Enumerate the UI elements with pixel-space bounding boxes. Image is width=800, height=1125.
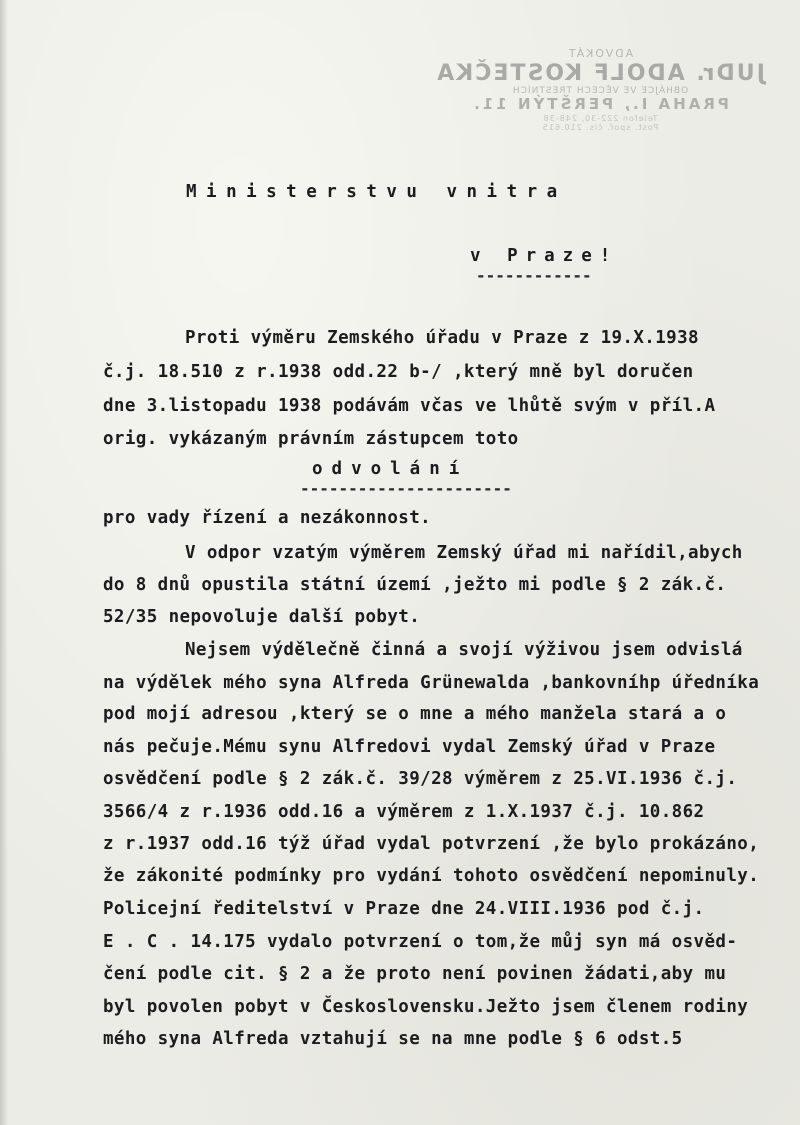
- lawyer-letterhead-stamp: [430, 48, 770, 132]
- stamp-phone: Telefon 222-30, 248-38: [542, 113, 658, 123]
- body-line-2: č.j. 18.510 z r.1938 odd.22 b-/ ,který mně byl doručen: [103, 362, 694, 382]
- place-underline: ------------: [476, 266, 592, 285]
- body-line-4: orig. vykázaným právním zástupcem toto: [103, 429, 519, 449]
- paragraph1-line-3: 52/35 nepovoluje další pobyt.: [103, 607, 421, 627]
- heading-odvolani: odvolání: [312, 459, 469, 479]
- stamp-name: JUDr. ADOLF KOSTEČKA: [435, 60, 765, 86]
- stamp-postal: Post. spoř. čís. 210.615: [541, 122, 659, 132]
- body-line-1: Proti výměru Zemského úřadu v Praze z 19.X.1938: [185, 328, 699, 348]
- paragraph2-line-4: nás pečuje.Mému synu Alfredovi vydal Zemský úřad v Praze: [103, 737, 716, 757]
- stamp-address: PRAHA I., PERŠTÝN 11.: [471, 95, 729, 114]
- paragraph2-line-11: čení podle cit. § 2 a že proto není povinen žádati,aby mu: [103, 964, 727, 984]
- stamp-subtitle: OBHÁJCE VE VĚCECH TRESTNÍCH: [511, 85, 689, 96]
- paragraph2-line-9: Policejní ředitelství v Praze dne 24.VIII.1936 pod č.j.: [103, 899, 705, 919]
- paragraph2-line-2: na výdělek mého syna Alfreda Grünewalda ,bankovníhp úředníka: [103, 673, 760, 693]
- addressee: Ministerstvu vnitra: [186, 182, 567, 202]
- paragraph2-line-3: pod mojí adresou ,který se o mne a mého manžela stará a o: [103, 704, 727, 724]
- paragraph2-line-10: E . C . 14.175 vydalo potvrzení o tom,že můj syn má osvěd-: [103, 932, 738, 952]
- paragraph2-line-12: byl povolen pobyt v Československu.Ježto jsem členem rodiny: [103, 997, 749, 1017]
- paragraph2-line-8: že zákonité podmínky pro vydání tohoto osvědčení nepominuly.: [103, 866, 760, 886]
- reason-line: pro vady řízení a nezákonnost.: [103, 508, 432, 528]
- paragraph2-line-5: osvědčení podle § 2 zák.č. 39/28 výměrem z 25.VI.1936 č.j.: [103, 769, 738, 789]
- paragraph1-line-1: V odpor vzatým výměrem Zemský úřad mi nařídil,abych: [185, 543, 743, 563]
- place-of-address: v Praze!: [470, 246, 619, 266]
- page-edge: [0, 0, 8, 1125]
- paragraph2-line-7: z r.1937 odd.16 týž úřad vydal potvrzení ,že bylo prokázáno,: [103, 834, 760, 854]
- paragraph1-line-2: do 8 dnů opustila státní území ,ježto mi podle § 2 zák.č.: [103, 575, 727, 595]
- paragraph2-line-1: Nejsem výdělečně činná a svojí výživou jsem odvislá: [185, 640, 743, 660]
- stamp-title: ADVOKÁT: [566, 47, 634, 60]
- heading-underline: ----------------------: [300, 479, 512, 498]
- paragraph2-line-13: mého syna Alfreda vztahují se na mne podle § 6 odst.5: [103, 1029, 683, 1049]
- paragraph2-line-6: 3566/4 z r.1936 odd.16 a výměrem z 1.X.1937 č.j. 10.862: [103, 802, 705, 822]
- body-line-3: dne 3.listopadu 1938 podávám včas ve lhůtě svým v příl.A: [103, 396, 716, 416]
